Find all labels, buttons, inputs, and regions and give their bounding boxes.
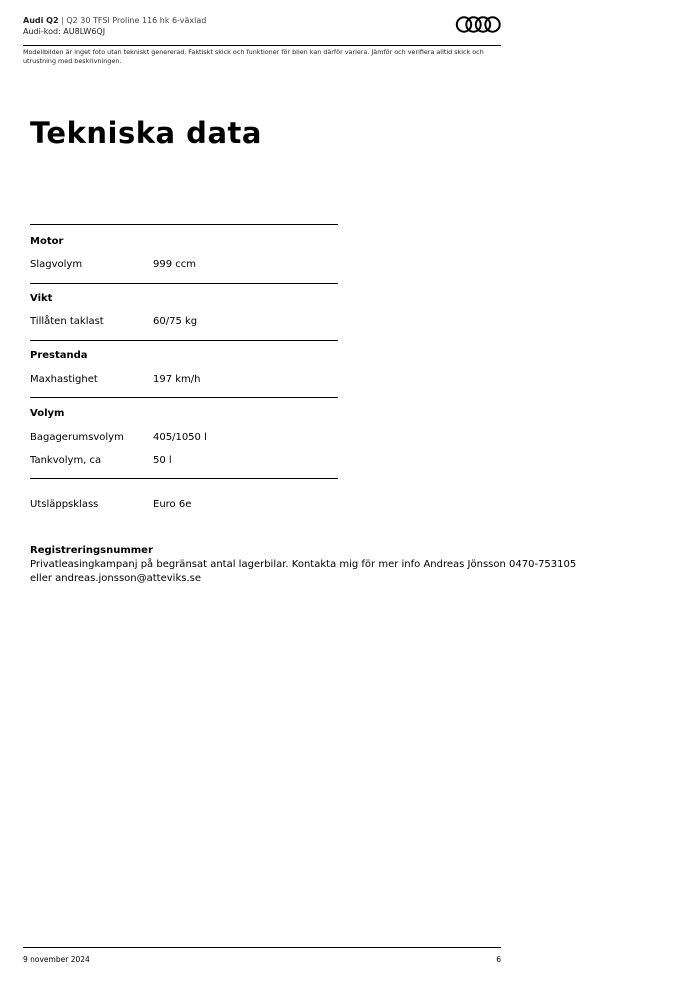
header-model-line: [23, 15, 501, 26]
spec-value: 50 l: [153, 455, 172, 466]
spec-value: 405/1050 l: [153, 432, 207, 443]
spec-label: Bagagerumsvolym: [30, 432, 124, 443]
spec-value: 999 ccm: [153, 259, 197, 270]
model-name: Audi Q2: [23, 16, 59, 25]
section-divider: [30, 478, 338, 479]
footer-date: 9 november 2024: [23, 955, 90, 964]
spec-label: Tankvolym, ca: [30, 455, 102, 466]
spec-label: Tillåten taklast: [30, 316, 104, 327]
disclaimer-text: Modellbilden är inget foto utan tekniskt genererad. Faktiskt skick och funktioner för bilen kan därför variera. Jämför och verifiera alltid skick och utrustning med beskrivningen.: [23, 48, 484, 65]
spec-value: 60/75 kg: [153, 316, 198, 327]
spec-value: Euro 6e: [153, 499, 192, 510]
spec-label: Slagvolym: [30, 259, 83, 270]
registration-title: Registreringsnummer: [30, 545, 153, 556]
spec-value: 197 km/h: [153, 374, 201, 385]
page-title: Tekniska data: [30, 116, 262, 150]
section-divider: [30, 397, 338, 398]
section-title-motor: Motor: [30, 236, 64, 247]
header-divider: [23, 45, 501, 46]
section-title-prestanda: Prestanda: [30, 350, 88, 361]
audi-rings-icon: [455, 15, 502, 34]
section-divider: [30, 340, 338, 341]
section-divider: [30, 224, 338, 225]
spec-label: Utsläppsklass: [30, 499, 99, 510]
header-separator: |: [61, 16, 64, 25]
document-header: [23, 15, 501, 37]
model-variant: Q2 30 TFSI Proline 116 hk 6-växlad: [66, 16, 207, 25]
spec-label: Maxhastighet: [30, 374, 98, 385]
page-number: 6: [496, 955, 501, 964]
section-divider: [30, 283, 338, 284]
section-title-vikt: Vikt: [30, 293, 53, 304]
registration-text: Privatleasingkampanj på begränsat antal lagerbilar. Kontakta mig för mer info Andreas Jönsson 0470-753105 eller andreas.jonsson@atteviks.se: [30, 559, 577, 584]
section-title-volym: Volym: [30, 408, 65, 419]
audi-code: Audi-kod: AU8LW6QJ: [23, 27, 106, 36]
footer-divider: [23, 947, 501, 948]
